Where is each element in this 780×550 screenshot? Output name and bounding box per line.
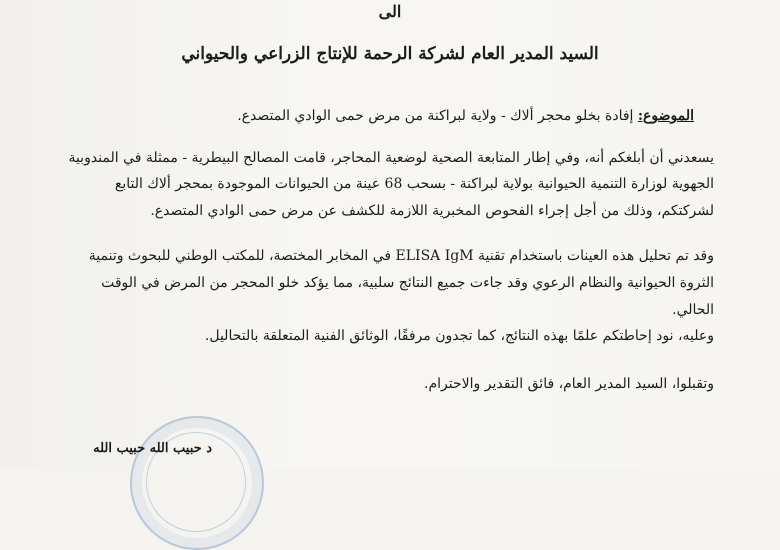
subject-line [237, 108, 694, 124]
addressee-prefix: الى [378, 2, 402, 21]
signature-name: د حبيب الله حبيب الله [93, 441, 212, 456]
paragraph-2-line-3: الحالي. [672, 302, 714, 318]
paragraph-2-line-2: الثروة الحيوانية والنظام الرعوي وقد جاءت جميع النتائج سلبية، مما يؤكد خلو المحجر من المرض في الوقت [101, 275, 714, 291]
subject-text: إفادة بخلو محجر ألاك - ولاية لبراكنة من مرض حمى الوادي المتصدع. [237, 108, 638, 124]
official-stamp [130, 416, 264, 550]
paragraph-1-line-1: يسعدني أن أبلغكم أنه، وفي إطار المتابعة الصحية لوضعية المحاجر، قامت المصالح البيطرية - ممثلة في المندوبية [68, 150, 714, 166]
subject-label: الموضوع: [637, 108, 694, 124]
paragraph-1-line-2: الجهوية لوزارة التنمية الحيوانية بولاية لبراكنة - بسحب 68 عينة من الحيوانات الموجودة بمحجر ألاك التابع [114, 176, 714, 192]
paragraph-1-line-3: لشركتكم، وذلك من أجل إجراء الفحوص المخبرية اللازمة للكشف عن مرض حمى الوادي المتصدع. [150, 203, 714, 219]
recipient-line: السيد المدير العام لشركة الرحمة للإنتاج الزراعي والحيواني [181, 44, 599, 64]
paragraph-3: وعليه، نود إحاطتكم علمًا بهذه النتائج، كما تجدون مرفقًا، الوثائق الفنية المتعلقة بالتحاليل. [204, 328, 714, 344]
paragraph-2-line-1: وقد تم تحليل هذه العينات باستخدام تقنية ELISA IgM في المخابر المختصة، للمكتب الوطني للبحوث وتنمية [88, 248, 714, 264]
closing-line: وتقبلوا، السيد المدير العام، فائق التقدير والاحترام. [424, 376, 714, 392]
